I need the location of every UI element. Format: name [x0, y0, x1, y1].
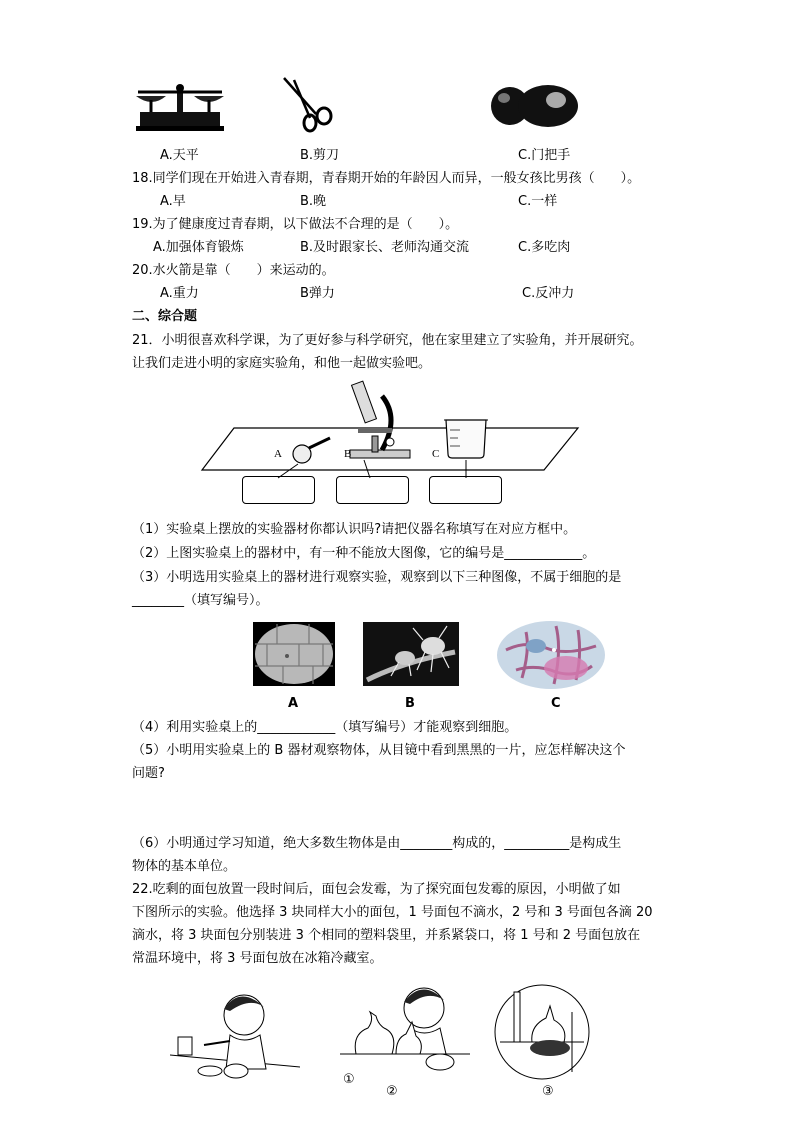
q21-sub6-line1: （6）小明通过学习知道，绝大多数生物体是由________构成的，__________是构成生: [132, 836, 622, 851]
experiment-marker-1: ①: [343, 1072, 355, 1087]
boy-bagging-bread-illustration: [340, 980, 470, 1075]
answer-box-c[interactable]: [429, 476, 502, 504]
aphid-image: [363, 622, 459, 686]
scissors-image: [280, 76, 336, 134]
balance-scale-image: [134, 82, 226, 132]
beaker-icon: [444, 420, 488, 458]
q17-option-b: B.剪刀: [300, 148, 340, 163]
boy-dropping-water-illustration: [170, 985, 300, 1085]
q21-sub3-line1: （3）小明选用实验桌上的器材进行观察实验，观察到以下三种图像，不属于细胞的是: [132, 570, 622, 585]
q18-option-a: A.早: [160, 194, 186, 209]
q22-line3: 滴水，将 3 块面包分别装进 3 个相同的塑料袋里，并系紧袋口，将 1 号和 2 号面包放在: [132, 928, 641, 943]
q21-sub5-line1: （5）小明用实验桌上的 B 器材观察物体，从目镜中看到黑黑的一片，应怎样解决这个: [132, 743, 626, 758]
stained-cell-image: [496, 620, 606, 690]
refrigerator-illustration: [492, 982, 592, 1082]
answer-box-a[interactable]: [242, 476, 315, 504]
table-label-a: A: [274, 448, 282, 460]
cell-image-label-c: C: [551, 696, 561, 711]
q20-question: 20.水火箭是靠（ ）来运动的。: [132, 263, 335, 278]
q20-option-b: B弹力: [300, 286, 335, 301]
q18-question: 18.同学们现在开始进入青春期，青春期开始的年龄因人而异，一般女孩比男孩（ ）。: [132, 171, 641, 186]
q21-intro-line1: 21．小明很喜欢科学课，为了更好参与科学研究，他在家里建立了实验角，并开展研究。: [132, 333, 643, 348]
q20-option-c: C.反冲力: [522, 286, 575, 301]
door-handle-image: [490, 84, 580, 128]
experiment-marker-3: ③: [542, 1084, 554, 1099]
q21-sub5-line2: 问题?: [132, 766, 165, 781]
q21-sub4: （4）利用实验桌上的____________（填写编号）才能观察到细胞。: [132, 720, 518, 735]
q17-option-c: C.门把手: [518, 148, 571, 163]
q22-line1: 22.吃剩的面包放置一段时间后，面包会发霉，为了探究面包发霉的原因，小明做了如: [132, 882, 621, 897]
q21-sub2: （2）上图实验桌上的器材中，有一种不能放大图像，它的编号是____________。: [132, 546, 596, 561]
q19-question: 19.为了健康度过青春期，以下做法不合理的是（ ）。: [132, 217, 459, 232]
section-title: 二、综合题: [132, 309, 198, 324]
onion-cell-image: [253, 622, 335, 686]
q19-option-a: A.加强体育锻炼: [153, 240, 244, 255]
q21-sub1: （1）实验桌上摆放的实验器材你都认识吗?请把仪器名称填写在对应方框中。: [132, 522, 577, 537]
q19-option-c: C.多吃肉: [518, 240, 571, 255]
q22-line2: 下图所示的实验。他选择 3 块同样大小的面包，1 号面包不滴水，2 号和 3 号面包各滴 20: [132, 905, 653, 920]
q21-sub3-line2: ________（填写编号）。: [132, 593, 269, 608]
q19-option-b: B.及时跟家长、老师沟通交流: [300, 240, 470, 255]
cell-image-label-b: B: [405, 696, 415, 711]
q21-sub6-line2: 物体的基本单位。: [132, 859, 237, 874]
q18-option-b: B.晚: [300, 194, 327, 209]
microscope-icon: [350, 381, 410, 458]
q21-intro-line2: 让我们走进小明的家庭实验角，和他一起做实验吧。: [132, 356, 432, 371]
cell-image-label-a: A: [288, 696, 299, 711]
q22-line4: 常温环境中，将 3 号面包放在冰箱冷藏室。: [132, 951, 383, 966]
answer-box-b[interactable]: [336, 476, 409, 504]
table-label-c: C: [432, 448, 440, 460]
table-label-b: B: [344, 448, 352, 460]
experiment-marker-2: ②: [386, 1084, 398, 1099]
magnifier-icon: [293, 438, 330, 463]
q17-option-a: A.天平: [160, 148, 199, 163]
q18-option-c: C.一样: [518, 194, 558, 209]
q20-option-a: A.重力: [160, 286, 199, 301]
